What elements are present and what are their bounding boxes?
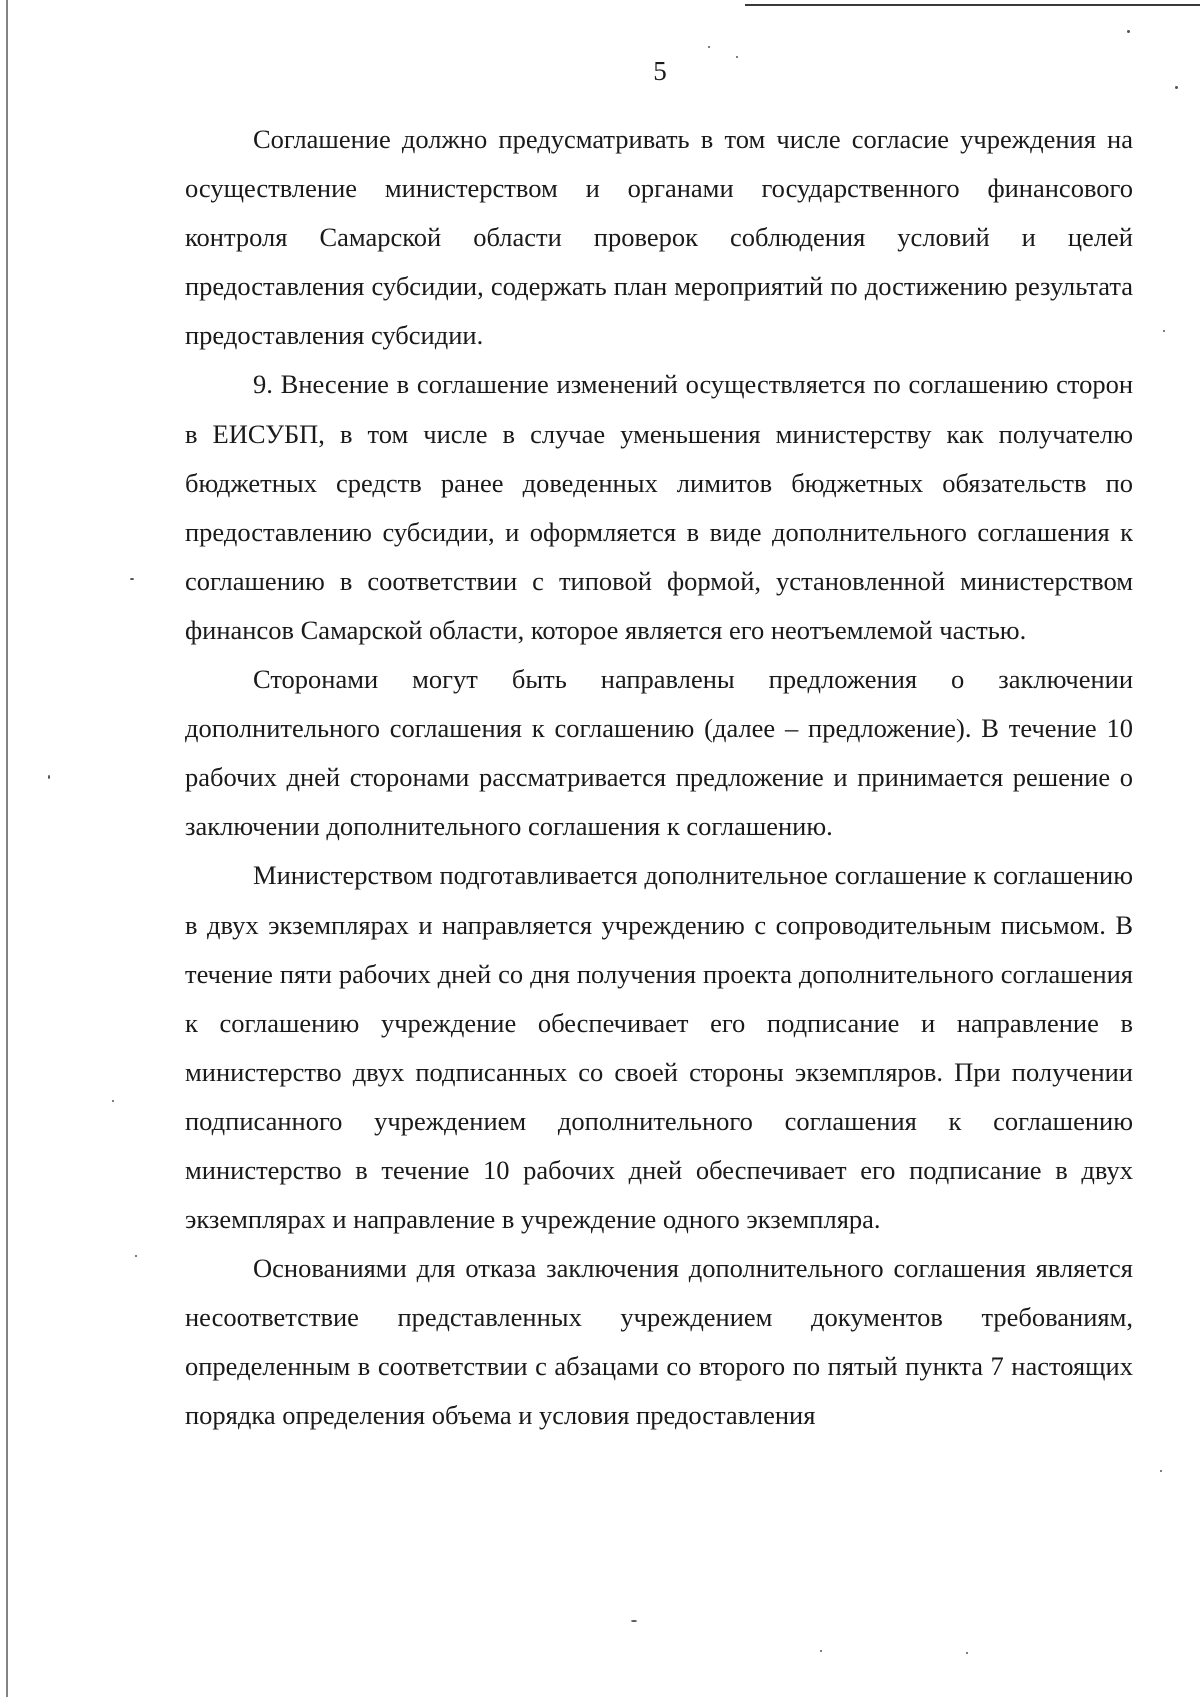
scan-speck — [135, 1255, 137, 1257]
scan-speck — [48, 775, 50, 779]
scan-left-edge — [6, 0, 8, 1697]
page-number: 5 — [653, 56, 667, 86]
paragraph: Сторонами могут быть направлены предложения о заключении дополнительного соглашения к соглашению (далее – предложение). В течение 10 рабочих дней сторонами рассматривается предложение и принимается решение о заключении дополнительного соглашения к соглашению. — [185, 664, 1133, 842]
scan-speck — [130, 578, 134, 580]
scan-speck — [1127, 30, 1130, 33]
paragraph: Министерством подготавливается дополнительное соглашение к соглашению в двух экземплярах и направляется учреждению с сопроводительным письмом. В течение пяти рабочих дней со дня получения проекта дополнительного соглашения к соглашению учреждение обеспечивает его подписание и направление в министерство двух подписанных со своей стороны экземпляров. При получении подписанного учреждением дополнительного соглашения к соглашению министерство в течение 10 рабочих дней обеспечивает его подписание в двух экземплярах и направление в учреждение одного экземпляра. — [185, 860, 1133, 1235]
paragraph: Соглашение должно предусматривать в том числе согласие учреждения на осуществление министерством и органами государственного финансового контроля Самарской области проверок соблюдения условий и целей предоставления субсидии, содержать план мероприятий по достижению результата предоставления субсидии. — [185, 124, 1133, 351]
scan-speck — [820, 1650, 822, 1652]
scan-speck — [1163, 330, 1165, 332]
scan-speck — [112, 1100, 114, 1102]
scan-speck — [1160, 1470, 1162, 1472]
scan-top-edge — [745, 4, 1200, 6]
paragraph: Основаниями для отказа заключения дополнительного соглашения является несоответствие представленных учреждением документов требованиям, определенным в соответствии с абзацами со второго по пятый пункта 7 настоящих порядка определения объема и условия предоставления — [185, 1253, 1133, 1431]
scan-speck — [708, 46, 710, 48]
document-body — [185, 115, 1133, 1441]
scan-speck — [966, 1652, 968, 1654]
paragraph: 9. Внесение в соглашение изменений осуществляется по соглашению сторон в ЕИСУБП, в том числе в случае уменьшения министерству как получателю бюджетных средств ранее доведенных лимитов бюджетных обязательств по предоставлению субсидии, и оформляется в виде дополнительного соглашения к соглашению в соответствии с типовой формой, установленной министерством финансов Самарской области, которое является его неотъемлемой частью. — [185, 369, 1133, 645]
scan-speck — [631, 1620, 637, 1622]
